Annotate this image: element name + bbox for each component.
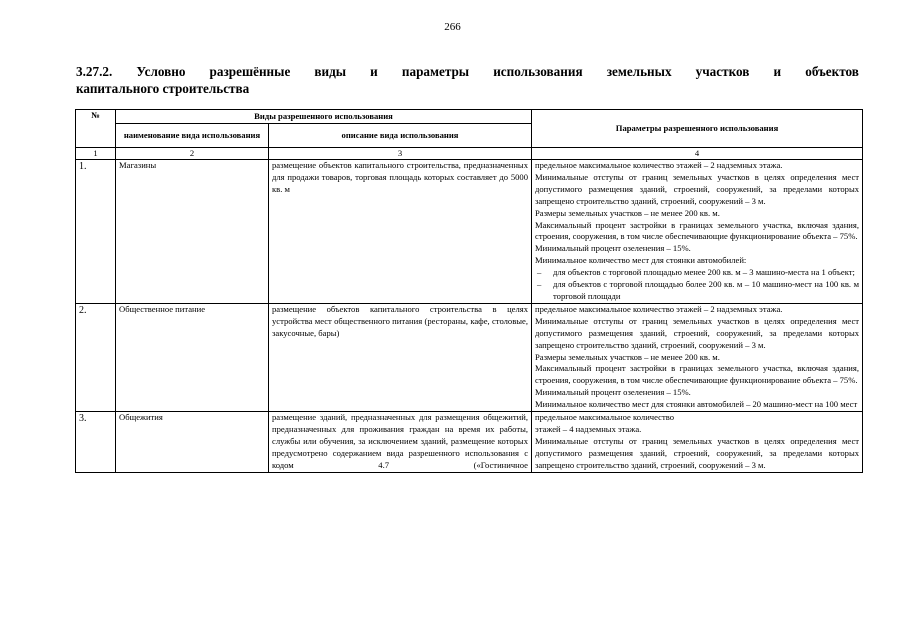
- parameter-line: Максимальный процент застройки в границах земельного участка, включая здания, строения, сооружения, в том числе обеспечивающие функционирование объекта – 75%.: [535, 219, 860, 242]
- parameter-line: Минимальное количество мест для стоянки автомобилей:: [535, 255, 747, 266]
- land-use-parameters-table: [75, 109, 863, 473]
- parameter-line: Размеры земельных участков – не менее 200 кв. м.: [535, 207, 720, 218]
- column-number: 3: [269, 148, 532, 160]
- parameter-line: этажей – 4 надземных этажа.: [535, 423, 642, 434]
- parameter-line: Минимальный процент озеленения – 15%.: [535, 387, 691, 398]
- parameter-line: предельное максимальное количество этажей – 2 надземных этажа.: [535, 160, 783, 170]
- section-heading-line1: [76, 63, 859, 80]
- use-description: размещение объектов капитального строительства в целях устройства мест общественного питания (рестораны, кафе, столовые, закусочные, бары): [269, 303, 532, 411]
- column-numbers-row: [76, 148, 863, 160]
- header-use-description: описание вида использования: [269, 124, 532, 148]
- header-use-name: наименование вида использования: [116, 124, 269, 148]
- page-number: 266: [444, 21, 461, 33]
- parameter-line: Размеры земельных участков – не менее 200 кв. м.: [535, 351, 720, 362]
- use-name: Общежития: [116, 412, 269, 473]
- dash-bullet: –: [537, 267, 542, 278]
- column-number: 4: [532, 148, 863, 160]
- parameter-line: Минимальные отступы от границ земельных участков в целях определения мест допустимого размещения зданий, строений, сооружений, за пределами которых запрещено строительство зданий, строений, сооружений – 3 м.: [535, 435, 860, 470]
- use-name: Магазины: [116, 160, 269, 304]
- parameter-line: Минимальное количество мест для стоянки автомобилей – 20 машино-мест на 100 мест: [535, 399, 858, 410]
- parameter-line: Минимальный процент озеленения – 15%.: [535, 243, 691, 254]
- heading-word: Условно: [136, 64, 186, 79]
- heading-word: объектов: [805, 64, 859, 79]
- table-row: [76, 160, 863, 304]
- heading-word: параметры: [401, 64, 470, 79]
- table-row: [76, 303, 863, 411]
- column-number: 1: [76, 148, 116, 160]
- parameter-line: Максимальный процент застройки в границах земельного участка, включая здания, строения, сооружения, в том числе обеспечивающие функционирование объекта – 75%.: [535, 363, 860, 386]
- use-parameters: [532, 303, 863, 411]
- parameter-line: предельное максимальное количество этажей – 2 надземных этажа.: [535, 303, 783, 314]
- section-heading-line2: капитального строительства: [76, 81, 250, 96]
- header-parameters: Параметры разрешенного использования: [532, 110, 863, 148]
- heading-word: и: [370, 64, 378, 79]
- parameter-list-item: [535, 267, 859, 279]
- use-description: размещение объектов капитального строительства, предназначенных для продажи товаров, торговая площадь которых составляет до 5000 кв. м: [269, 160, 532, 304]
- heading-word: земельных: [606, 64, 672, 79]
- parameter-list-text: для объектов с торговой площадью более 200 кв. м – 10 машино-мест на 100 кв. м торговой площади: [553, 279, 860, 301]
- use-description: размещение зданий, предназначенных для размещения общежитий, предназначенных для проживания граждан на время их работы, службы или обучения, за исключением зданий, размещение которых предусмотрено содержанием вида разрешенного использования с кодом 4.7 («Гостиничное: [269, 412, 532, 473]
- row-number: 2.: [76, 303, 116, 411]
- heading-word: использования: [493, 64, 583, 79]
- parameter-line: предельное максимальное количество: [535, 412, 675, 423]
- use-parameters: [532, 160, 863, 304]
- heading-word: разрешённые: [209, 64, 291, 79]
- heading-word: виды: [314, 64, 347, 79]
- use-parameters: [532, 412, 863, 473]
- column-number: 2: [116, 148, 269, 160]
- heading-word: и: [773, 64, 782, 79]
- section-heading: [76, 63, 859, 97]
- heading-word: участков: [695, 64, 750, 79]
- header-number: №: [76, 110, 116, 148]
- use-name: Общественное питание: [116, 303, 269, 411]
- parameter-list-text: для объектов с торговой площадью менее 200 кв. м – 3 машино-места на 1 объект;: [553, 267, 855, 278]
- heading-word: 3.27.2.: [76, 64, 113, 79]
- table-row: [76, 412, 863, 473]
- header-use-types-group: Виды разрешенного использования: [116, 110, 532, 124]
- dash-bullet: –: [537, 279, 542, 290]
- parameter-line: Минимальные отступы от границ земельных участков в целях определения мест допустимого размещения зданий, строений, сооружений, за пределами которых запрещено строительство зданий, строений, сооружений – 3 м.: [535, 315, 860, 350]
- row-number: 3.: [76, 412, 116, 473]
- row-number: 1.: [76, 160, 116, 304]
- parameter-line: Минимальные отступы от границ земельных участков в целях определения мест допустимого размещения зданий, строений, сооружений, за пределами которых запрещено строительство зданий, строений, сооружений – 3 м.: [535, 171, 860, 206]
- parameter-list-item: [535, 279, 859, 303]
